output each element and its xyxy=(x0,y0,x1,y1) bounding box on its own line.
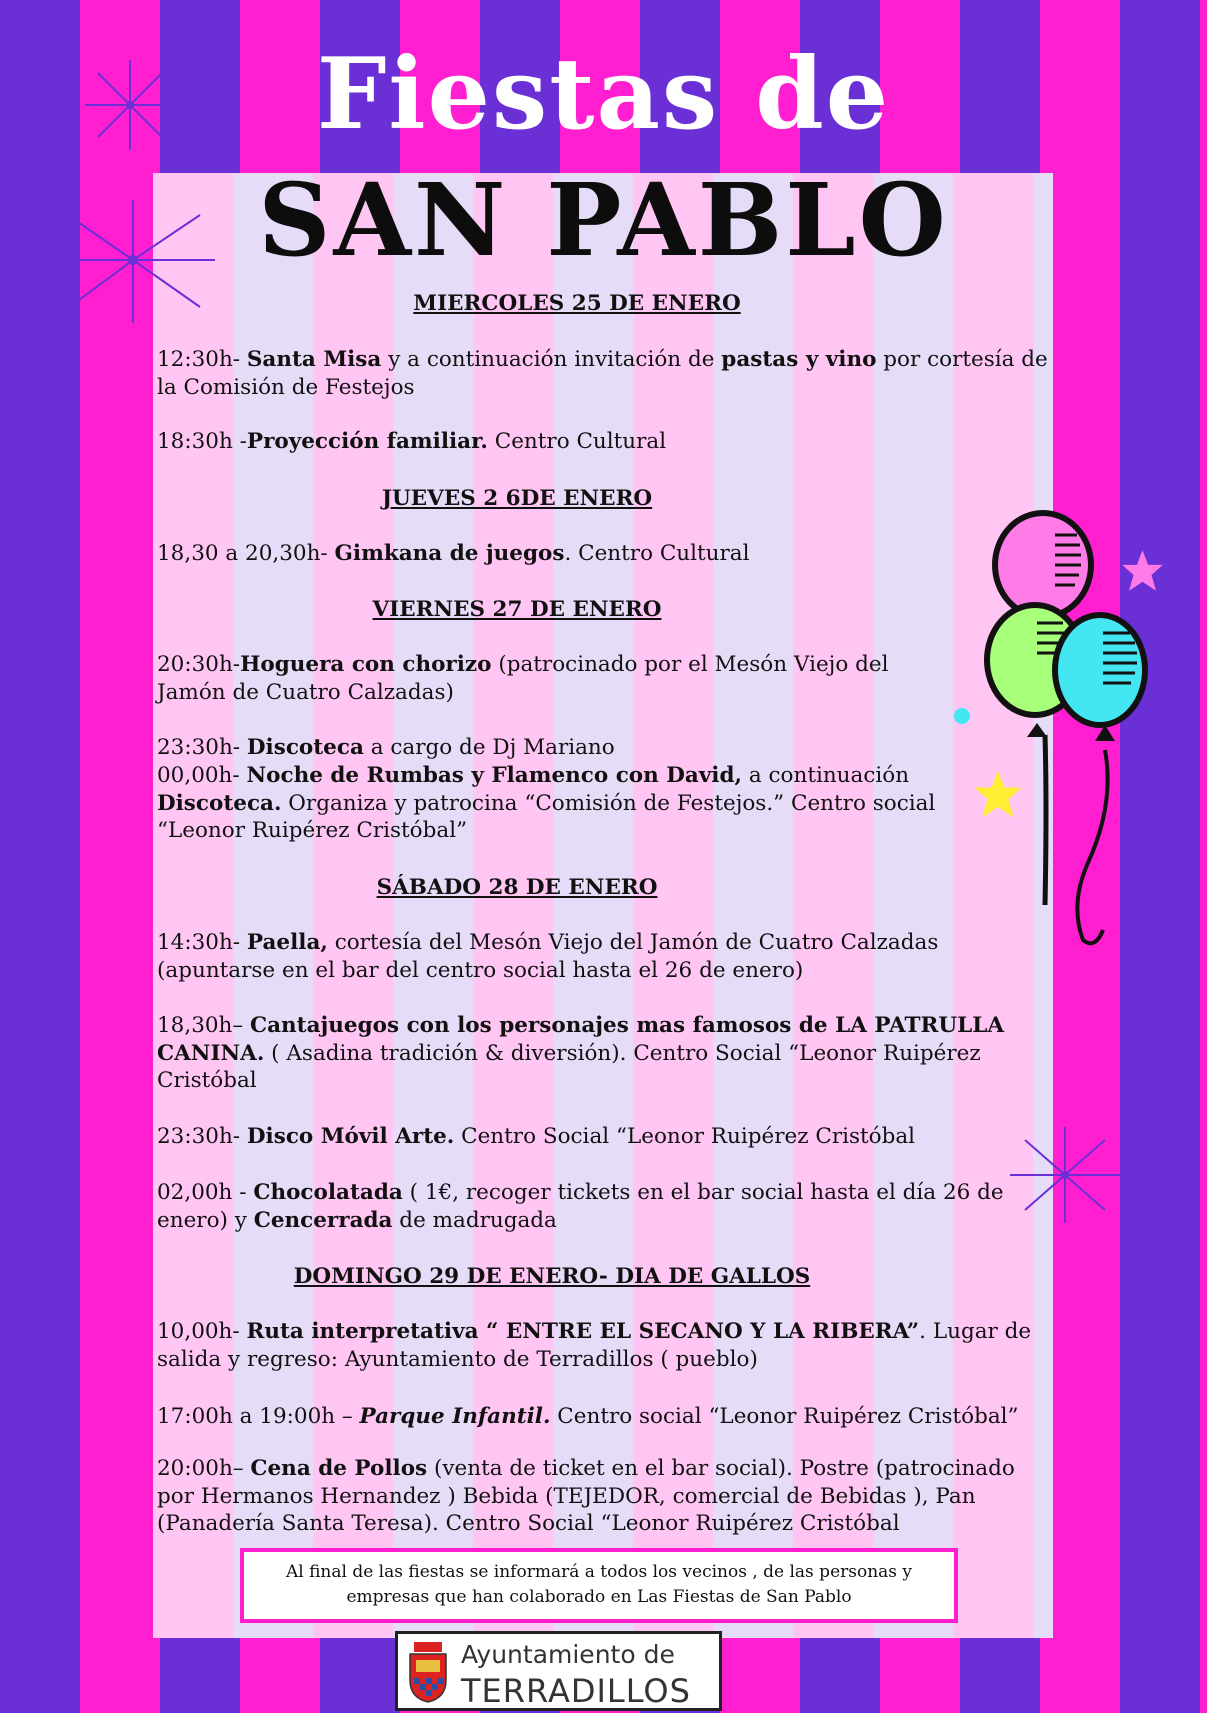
event-time: 18,30h– xyxy=(157,1013,250,1038)
event-title: Proyección familiar. xyxy=(246,429,488,454)
event-item xyxy=(157,1455,1057,1538)
event-time: 20:30h- xyxy=(157,652,241,677)
event-item xyxy=(157,929,947,984)
event-item xyxy=(157,428,1057,456)
event-text: ( 1€, recoger tickets en el bar social hasta el día 26 de enero) y xyxy=(157,1180,1004,1233)
event-text: (venta de ticket en el bar social). Postre (patrocinado por Hermanos Hernandez ) Bebida (TEJEDOR, comercial de Bebidas ), Pan (Panadería Santa Teresa). Centro Social “Leonor Ruipérez Cristóbal xyxy=(157,1456,1015,1536)
event-text: Centro social “Leonor Ruipérez Cristóbal” xyxy=(550,1404,1019,1429)
event-item xyxy=(157,1123,1057,1151)
event-item xyxy=(157,540,1057,568)
event-title: Paella, xyxy=(246,930,328,955)
event-time: 00,00h- xyxy=(157,763,247,788)
event-item xyxy=(157,762,957,845)
event-text: Organiza y patrocina “Comisión de Festejos.” Centro social “Leonor Ruipérez Cristóbal” xyxy=(157,790,936,843)
event-time: 14:30h- xyxy=(157,930,247,955)
logo-line2: TERRADILLOS xyxy=(461,1672,691,1710)
coat-of-arms-icon xyxy=(406,1642,450,1704)
event-title: Ruta interpretativa “ ENTRE EL SECANO Y LA RIBERA” xyxy=(246,1319,920,1344)
logo-line1: Ayuntamiento de xyxy=(461,1640,675,1669)
event-time: 23:30h- xyxy=(157,1124,247,1149)
event-title: Gimkana de juegos xyxy=(334,541,565,566)
event-time: 23:30h- xyxy=(157,735,247,760)
event-text: Centro Social “Leonor Ruipérez Cristóbal xyxy=(454,1124,916,1149)
day-heading: VIERNES 27 DE ENERO xyxy=(372,597,662,622)
event-text: Centro Cultural xyxy=(487,429,667,454)
event-highlight: Cencerrada xyxy=(253,1207,393,1233)
event-title: Hoguera con chorizo xyxy=(240,652,492,677)
star-icon xyxy=(972,768,1024,820)
day-heading: DOMINGO 29 DE ENERO- DIA DE GALLOS xyxy=(293,1264,811,1289)
event-title: Cantajuegos con los personajes mas famosos de LA PATRULLA CANINA. xyxy=(157,1013,1005,1066)
star-icon xyxy=(1120,548,1165,593)
event-item xyxy=(157,1403,1057,1431)
event-item xyxy=(157,1012,1057,1095)
event-title: Parque Infantil. xyxy=(359,1404,551,1429)
event-highlight: Discoteca. xyxy=(157,790,282,816)
event-time: 02,00h - xyxy=(157,1180,254,1205)
event-time: 10,00h- xyxy=(157,1319,247,1344)
event-time: 18,30 a 20,30h- xyxy=(157,541,335,566)
event-text: a cargo de Dj Mariano xyxy=(363,735,615,760)
event-text: cortesía del Mesón Viejo del Jamón de Cuatro Calzadas (apuntarse en el bar del centro social hasta el 26 de enero) xyxy=(157,930,939,983)
event-highlight: pastas y vino xyxy=(721,347,877,372)
event-text: ( Asadina tradición & diversión). Centro Social “Leonor Ruipérez Cristóbal xyxy=(157,1040,981,1093)
starburst-icon xyxy=(80,55,180,155)
event-text: de madrugada xyxy=(392,1207,557,1233)
event-time: 12:30h- xyxy=(157,347,247,372)
event-title: Discoteca xyxy=(246,735,364,760)
title-san-pablo: SAN PABLO xyxy=(258,161,949,279)
event-title: Chocolatada xyxy=(253,1180,403,1205)
event-item xyxy=(157,734,1057,762)
event-title: Noche de Rumbas y Flamenco con David, xyxy=(246,763,742,788)
title-fiestas-de: Fiestas de xyxy=(316,37,891,152)
day-heading: JUEVES 2 6DE ENERO xyxy=(381,486,653,511)
day-heading: SÁBADO 28 DE ENERO xyxy=(376,875,658,900)
ayuntamiento-logo xyxy=(395,1631,722,1711)
event-item xyxy=(157,1179,1007,1234)
event-text: a continuación xyxy=(742,763,910,788)
day-heading: MIERCOLES 25 DE ENERO xyxy=(413,291,741,316)
event-text: y a continuación invitación de xyxy=(381,347,722,372)
event-text: . Centro Cultural xyxy=(564,541,750,566)
event-time: 18:30h - xyxy=(157,429,247,454)
event-item xyxy=(157,651,917,706)
event-time: 17:00h a 19:00h – xyxy=(157,1404,360,1429)
event-title: Santa Misa xyxy=(246,347,382,372)
event-text: . Lugar de salida y regreso: Ayuntamiento de Terradillos ( pueblo) xyxy=(157,1319,1032,1372)
event-text: por cortesía de la Comisión de Festejos xyxy=(157,347,1048,400)
event-title: Cena de Pollos xyxy=(250,1456,428,1481)
event-text: (patrocinado por el Mesón Viejo del Jamón de Cuatro Calzadas) xyxy=(157,652,889,705)
event-time: 20:00h– xyxy=(157,1456,251,1481)
notice-box: Al final de las fiestas se informará a todos los vecinos , de las personas y empresas que han colaborado en Las Fiestas de San Pablo xyxy=(240,1548,958,1623)
event-item xyxy=(157,1318,1057,1373)
event-item xyxy=(157,346,1057,401)
event-title: Disco Móvil Arte. xyxy=(246,1124,455,1149)
dot-icon xyxy=(953,707,971,725)
